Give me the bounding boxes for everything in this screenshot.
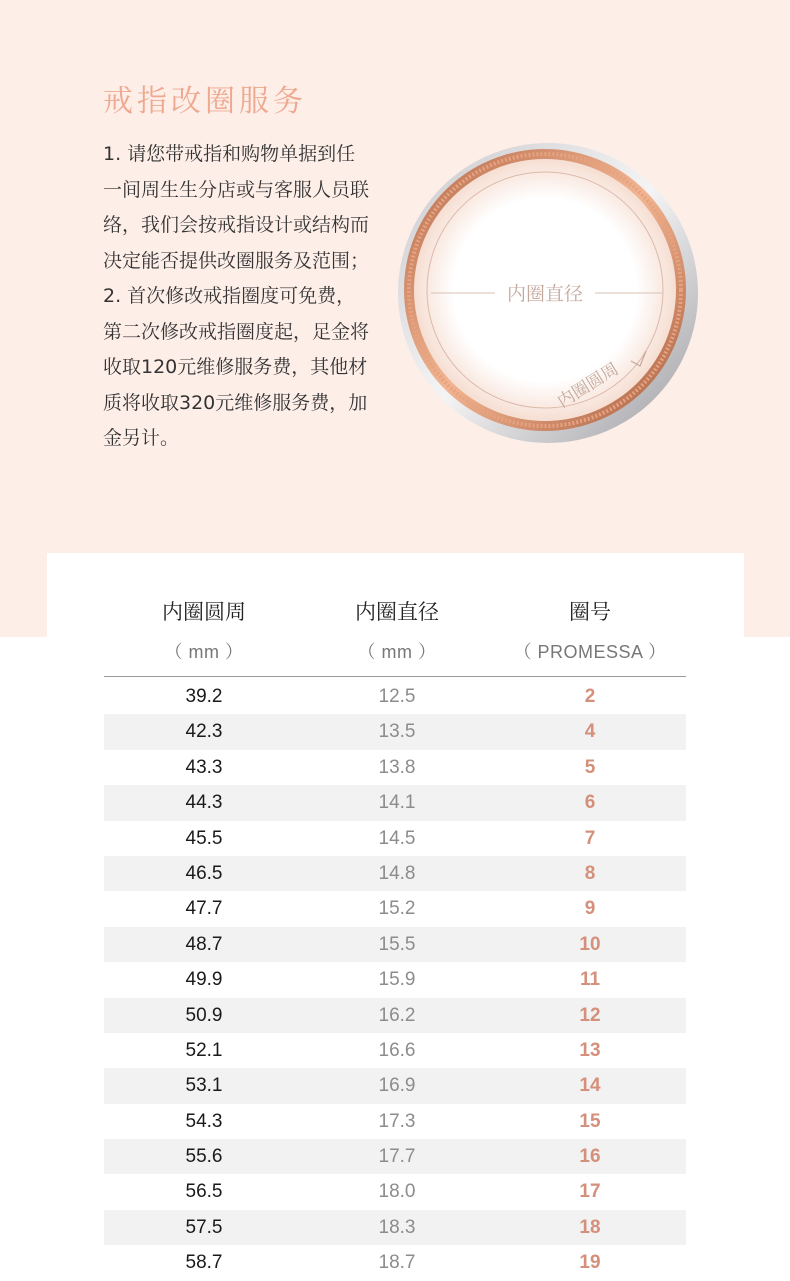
cell-size-number: 4 — [584, 721, 596, 743]
header-main: 圈号 — [569, 600, 611, 624]
cell-circumference: 48.7 — [185, 933, 223, 955]
cell-diameter: 15.9 — [378, 969, 416, 991]
cell-diameter: 13.8 — [378, 756, 416, 778]
cell-circumference: 56.5 — [185, 1181, 223, 1203]
table-row — [104, 1139, 686, 1174]
cell-diameter: 16.2 — [378, 1004, 416, 1026]
table-row — [104, 927, 686, 962]
header-diameter — [300, 596, 494, 664]
table-row — [104, 998, 686, 1033]
cell-circumference: 52.1 — [185, 1039, 223, 1061]
table-row — [104, 750, 686, 785]
header-size-number — [493, 596, 687, 664]
cell-diameter: 18.7 — [378, 1252, 416, 1274]
table-row — [104, 891, 686, 926]
table-row — [104, 1210, 686, 1245]
table-body — [104, 679, 686, 1281]
table-row — [104, 785, 686, 820]
table-header — [104, 553, 686, 677]
cell-size-number: 18 — [579, 1216, 601, 1238]
description-item-2: 2. 首次修改戒指圈度可免费，第二次修改戒指圈度起，足金将收取120元维修服务费，其他材质将收取320元维修服务费，加金另计。 — [103, 285, 370, 449]
cell-size-number: 15 — [579, 1110, 601, 1132]
cell-circumference: 46.5 — [185, 862, 223, 884]
cell-diameter: 17.3 — [378, 1110, 416, 1132]
cell-diameter: 16.9 — [378, 1075, 416, 1097]
cell-size-number: 16 — [579, 1146, 601, 1168]
cell-size-number: 11 — [579, 969, 601, 991]
header-main: 内圈直径 — [355, 600, 439, 624]
table-row — [104, 1033, 686, 1068]
page-title: 戒指改圈服务 — [103, 84, 307, 119]
cell-diameter: 17.7 — [378, 1146, 416, 1168]
cell-circumference: 47.7 — [185, 898, 223, 920]
table-row — [104, 1104, 686, 1139]
cell-size-number: 6 — [584, 792, 596, 814]
cell-size-number: 10 — [579, 933, 601, 955]
cell-circumference: 53.1 — [185, 1075, 223, 1097]
cell-diameter: 12.5 — [378, 686, 416, 707]
table-row — [104, 1174, 686, 1209]
circumference-label: 内圈圆周 — [554, 359, 623, 413]
cell-size-number: 19 — [579, 1252, 601, 1274]
diameter-label: 内圈直径 — [506, 283, 584, 305]
header-circumference — [107, 596, 301, 664]
size-table-card — [47, 553, 744, 1280]
header-main: 内圈圆周 — [162, 600, 246, 624]
table-row — [104, 1068, 686, 1103]
cell-circumference: 42.3 — [185, 721, 223, 743]
description-item-1: 1. 请您带戒指和购物单据到任一间周生生分店或与客服人员联络，我们会按戒指设计或结构而决定能否提供改圈服务及范围； — [103, 143, 370, 272]
cell-size-number: 9 — [584, 898, 596, 920]
cell-circumference: 58.7 — [185, 1252, 223, 1274]
table-row — [104, 679, 686, 714]
table-row — [104, 714, 686, 749]
cell-size-number: 7 — [584, 827, 596, 849]
cell-circumference: 55.6 — [185, 1146, 223, 1168]
cell-diameter: 18.3 — [378, 1216, 416, 1238]
cell-circumference: 49.9 — [185, 969, 223, 991]
cell-diameter: 16.6 — [378, 1039, 416, 1061]
cell-size-number: 12 — [579, 1004, 601, 1026]
cell-diameter: 15.5 — [378, 933, 416, 955]
cell-circumference: 54.3 — [185, 1110, 223, 1132]
ring-illustration — [395, 140, 705, 450]
table-row — [104, 856, 686, 891]
table-row — [104, 821, 686, 856]
cell-size-number: 2 — [584, 686, 596, 707]
service-description — [103, 137, 373, 457]
table-row — [104, 1245, 686, 1280]
cell-diameter: 15.2 — [378, 898, 416, 920]
header-unit: （ mm ） — [357, 642, 437, 662]
ring-image — [395, 140, 705, 450]
cell-diameter: 14.5 — [378, 827, 416, 849]
table-row — [104, 962, 686, 997]
cell-size-number: 17 — [579, 1181, 601, 1203]
cell-size-number: 5 — [584, 756, 596, 778]
cell-diameter: 14.8 — [378, 862, 416, 884]
cell-circumference: 50.9 — [185, 1004, 223, 1026]
cell-circumference: 44.3 — [185, 792, 223, 814]
cell-circumference: 39.2 — [185, 686, 223, 707]
cell-size-number: 14 — [579, 1075, 601, 1097]
cell-circumference: 57.5 — [185, 1216, 223, 1238]
cell-circumference: 45.5 — [185, 827, 223, 849]
cell-diameter: 14.1 — [378, 792, 416, 814]
cell-circumference: 43.3 — [185, 756, 223, 778]
header-unit: （ mm ） — [164, 642, 244, 662]
cell-size-number: 13 — [579, 1039, 601, 1061]
cell-diameter: 13.5 — [378, 721, 416, 743]
header-unit: （ PROMESSA ） — [513, 642, 667, 662]
cell-size-number: 8 — [584, 862, 596, 884]
cell-diameter: 18.0 — [378, 1181, 416, 1203]
